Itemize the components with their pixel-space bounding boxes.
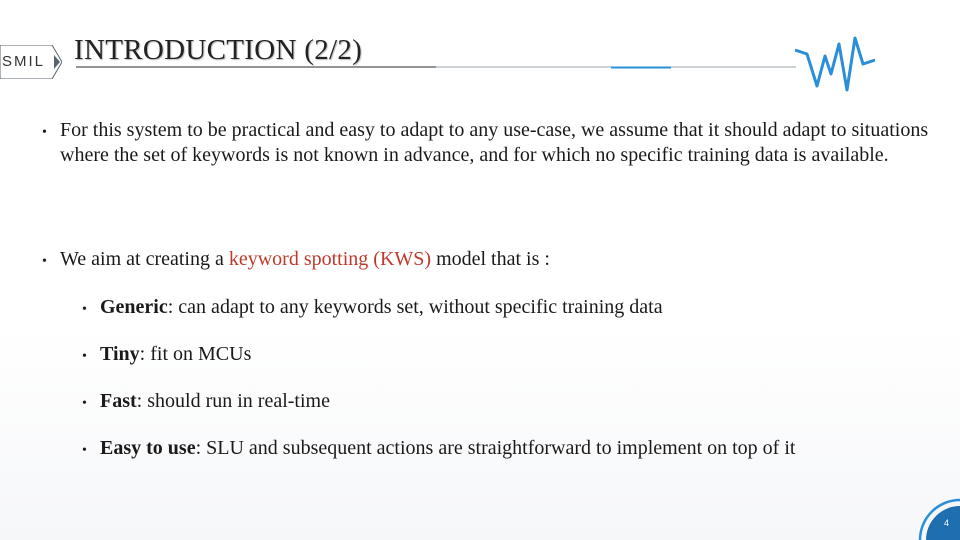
sub-bullet-tiny xyxy=(82,343,251,368)
bullet-2 xyxy=(42,248,940,273)
waveform-icon xyxy=(795,34,875,94)
bullet-1-text: For this system to be practical and easy to adapt to any use-case, we assume that it should adapt to situations where the set of keywords is not known in advance, and for which no specific training data is available. xyxy=(60,119,929,166)
sub-bullet-term: Generic xyxy=(100,296,168,318)
slide-title: INTRODUCTION (2/2) xyxy=(74,34,363,66)
sub-bullet-term: Fast xyxy=(100,390,137,412)
sub-bullet-desc: : SLU and subsequent actions are straightforward to implement on top of it xyxy=(195,437,796,459)
sub-bullet-easy-to-use xyxy=(82,437,795,462)
bullet-marker: • xyxy=(42,254,47,269)
sub-bullet-desc: : can adapt to any keywords set, without specific training data xyxy=(167,296,663,318)
sub-bullet-term: Tiny xyxy=(100,343,140,365)
bullet-2-prefix: We aim at creating a xyxy=(60,248,229,270)
page-number-badge xyxy=(905,488,960,540)
bullet-1 xyxy=(42,119,940,167)
sub-bullet-desc: : fit on MCUs xyxy=(139,343,252,365)
org-tag: SMIL xyxy=(2,53,46,70)
bullet-marker: • xyxy=(82,443,87,458)
bullet-marker: • xyxy=(82,396,87,411)
sub-bullet-generic xyxy=(82,296,663,321)
bullet-2-suffix: model that is : xyxy=(431,248,550,270)
page-number: 4 xyxy=(944,518,950,528)
bullet-marker: • xyxy=(82,349,87,364)
kws-highlight: keyword spotting (KWS) xyxy=(228,248,432,270)
sub-bullet-fast xyxy=(82,390,330,415)
sub-bullet-desc: : should run in real-time xyxy=(136,390,330,412)
bullet-marker: • xyxy=(42,125,47,140)
bullet-marker: • xyxy=(82,302,87,317)
sub-bullet-term: Easy to use xyxy=(100,437,196,459)
